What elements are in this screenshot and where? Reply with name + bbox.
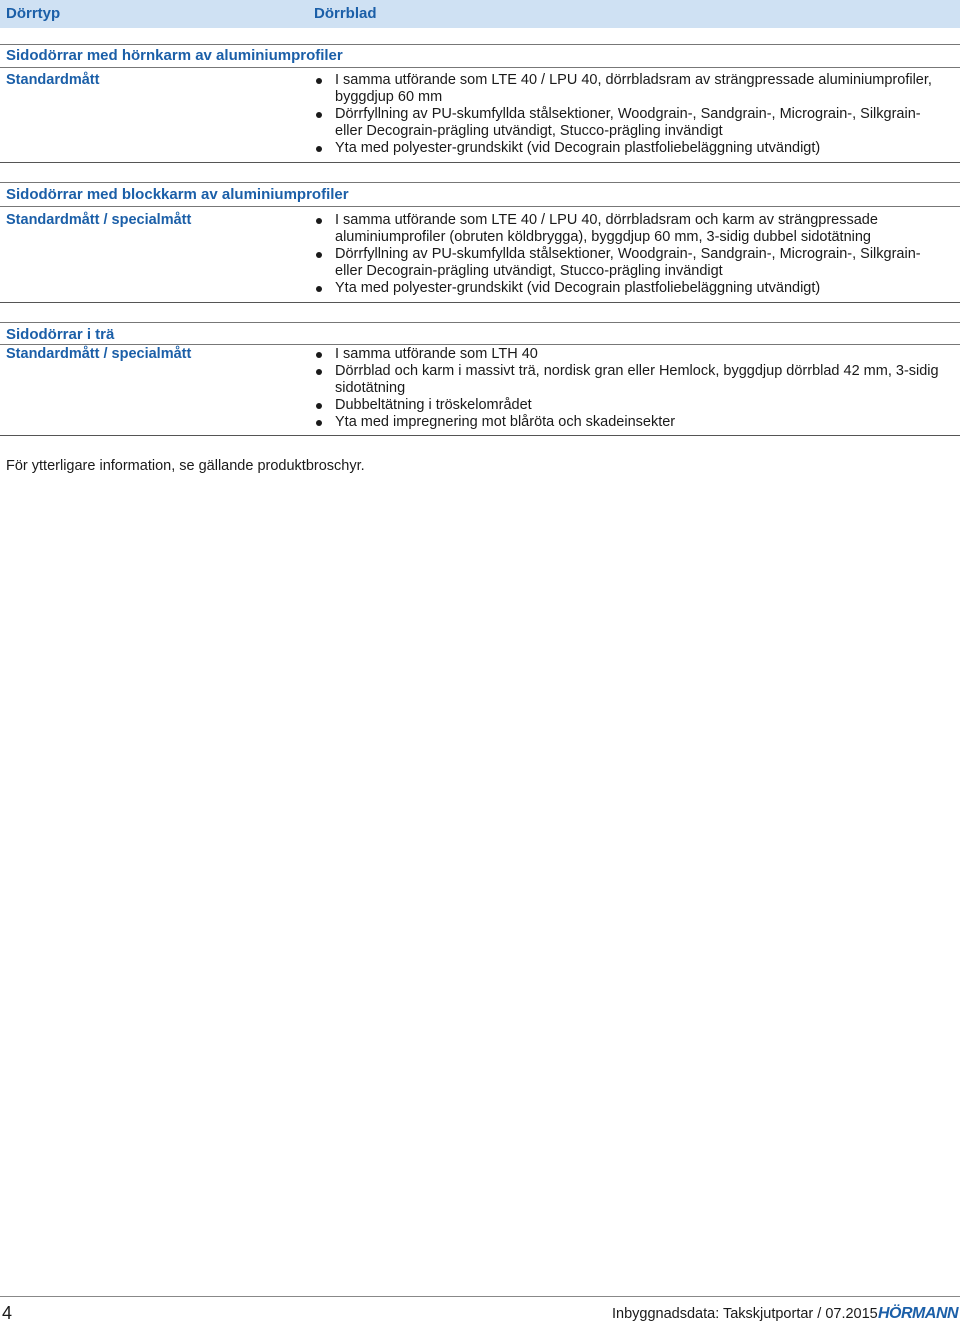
footer-text: Inbyggnadsdata: Takskjutportar / 07.2015 xyxy=(612,1306,878,1322)
info-note: För ytterligare information, se gällande produktbroschyr. xyxy=(6,458,365,474)
bullet-icon xyxy=(316,286,322,292)
bullet-icon xyxy=(316,112,322,118)
list-item-text: Yta med polyester-grundskikt (vid Decograin plastfoliebeläggning utvändigt) xyxy=(335,280,821,296)
list-item xyxy=(314,246,944,280)
list-item xyxy=(314,280,944,297)
divider xyxy=(0,44,960,45)
header-dorrblad: Dörrblad xyxy=(314,5,377,22)
bullet-list xyxy=(314,212,944,297)
section-divider xyxy=(0,302,960,303)
bullet-icon xyxy=(316,218,322,224)
list-item-text: I samma utförande som LTH 40 xyxy=(335,346,538,362)
divider xyxy=(0,182,960,183)
section-title-tra: Sidodörrar i trä xyxy=(6,326,115,343)
divider xyxy=(0,322,960,323)
bullet-icon xyxy=(316,420,322,426)
bullet-icon xyxy=(316,78,322,84)
list-item-text: Dubbeltätning i tröskelområdet xyxy=(335,397,532,413)
list-item-text: Dörrblad och karm i massivt trä, nordisk gran eller Hemlock, byggdjup dörrblad 42 mm, 3-sidig sidotätning xyxy=(335,363,939,396)
bullet-list xyxy=(314,72,944,157)
bullet-icon xyxy=(316,352,322,358)
list-item xyxy=(314,72,944,106)
divider xyxy=(0,344,960,345)
row-label: Standardmått / specialmått xyxy=(6,212,192,228)
list-item-text: Dörrfyllning av PU-skumfyllda stålsektioner, Woodgrain-, Sandgrain-, Micrograin-, Silkgrain- eller Decograin-prägling utvändigt, Stucco-prägling invändigt xyxy=(335,106,921,139)
bullet-icon xyxy=(316,252,322,258)
list-item xyxy=(314,346,944,363)
section-title-blockkarm: Sidodörrar med blockkarm av aluminiumprofiler xyxy=(6,186,349,203)
bullet-icon xyxy=(316,403,322,409)
list-item xyxy=(314,414,944,431)
table-header xyxy=(0,0,960,28)
list-item-text: Yta med polyester-grundskikt (vid Decograin plastfoliebeläggning utvändigt) xyxy=(335,140,821,156)
bullet-list xyxy=(314,346,944,431)
bullet-icon xyxy=(316,369,322,375)
list-item xyxy=(314,397,944,414)
list-item xyxy=(314,212,944,246)
footer-divider xyxy=(0,1296,960,1297)
row-label: Standardmått / specialmått xyxy=(6,346,192,362)
row-label: Standardmått xyxy=(6,72,100,88)
list-item-text: I samma utförande som LTE 40 / LPU 40, dörrbladsram och karm av strängpressade aluminiumprofiler (obruten köldbrygga), byggdjup 60 mm, 3-sidig dubbel sidotätning xyxy=(335,212,878,245)
bullet-icon xyxy=(316,146,322,152)
list-item xyxy=(314,140,944,157)
list-item-text: I samma utförande som LTE 40 / LPU 40, dörrbladsram av strängpressade aluminiumprofiler, byggdjup 60 mm xyxy=(335,72,932,105)
section-title-hornkarm: Sidodörrar med hörnkarm av aluminiumprofiler xyxy=(6,47,343,64)
list-item xyxy=(314,106,944,140)
list-item-text: Yta med impregnering mot blåröta och skadeinsekter xyxy=(335,414,676,430)
list-item-text: Dörrfyllning av PU-skumfyllda stålsektioner, Woodgrain-, Sandgrain-, Micrograin-, Silkgrain- eller Decograin-prägling utvändigt, Stucco-prägling invändigt xyxy=(335,246,921,279)
list-item xyxy=(314,363,944,397)
hormann-logo: HÖRMANN xyxy=(878,1305,959,1322)
section-divider xyxy=(0,162,960,163)
header-dorrtyp: Dörrtyp xyxy=(6,5,61,22)
divider xyxy=(0,67,960,68)
divider xyxy=(0,206,960,207)
section-divider xyxy=(0,435,960,436)
page-number: 4 xyxy=(2,1303,13,1323)
